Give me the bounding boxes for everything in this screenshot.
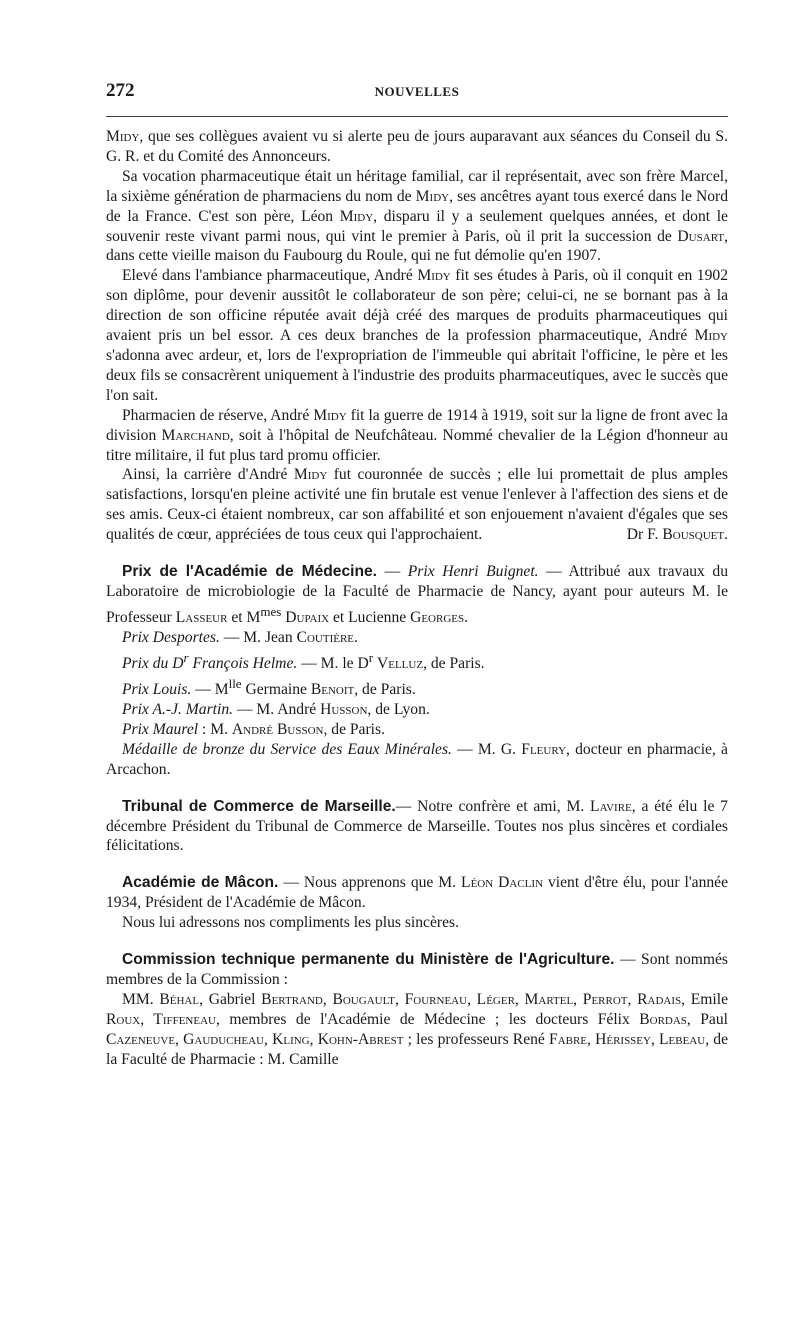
macon-paragraph-2: Nous lui adressons nos compliments les plus sincères.	[122, 914, 459, 932]
paragraph-text: — M. le D	[297, 655, 369, 673]
person-name: Midy	[339, 207, 374, 225]
prize-name: Prix Henri Buignet.	[407, 563, 539, 581]
paragraph-text: , docteur en pharmacie, à Arcachon.	[106, 740, 728, 778]
paragraph-text: — Sont nommés membres de la Commission :	[106, 951, 728, 988]
person-name: Midy	[415, 187, 450, 205]
person-name: Fleury	[521, 740, 567, 758]
commission-paragraph	[106, 950, 728, 990]
paragraph-text: , soit à l'hôpital de Neufchâteau. Nommé chevalier de la Légion d'honneur au titre militaire, il fut plus tard promu officier.	[106, 426, 729, 464]
paragraph-text: .	[354, 628, 358, 646]
person-name: André	[231, 720, 274, 738]
person-name: Midy	[293, 466, 328, 484]
prize-item	[106, 740, 728, 780]
obituary-paragraph-4	[106, 406, 728, 466]
prize-name: Prix Desportes.	[122, 628, 220, 646]
person-names: Fabre, Hérissey, Lebeau	[549, 1030, 706, 1048]
prize-name	[122, 649, 298, 673]
paragraph-text: — M	[191, 681, 229, 699]
paragraph-text: fut couronnée de succès ; elle lui promettait de plus amples satisfactions, lorsqu'en pleine activité une fin brutale est venue l'enlever à l'affection des siens et de ses amis. Ceux-ci étaient nombreux, car son affabilité et son enjouement n'avaient d'égales que ses qualités de cœur, appréciées de tous ceux qui l'approchaient.	[106, 466, 728, 544]
paragraph-text: Sa vocation pharmaceutique était un héritage familial, car il représentait, avec son frère Marcel, la sixième génération de pharmaciens du nom de	[106, 167, 728, 205]
paragraph-text: , de Paris.	[423, 655, 485, 673]
superscript: mes	[260, 603, 282, 619]
person-names: Bertrand, Bougault, Fourneau, Léger, Martel, Perrot, Radais	[261, 990, 682, 1008]
prize-item	[106, 700, 728, 720]
macon-paragraph	[106, 873, 728, 913]
paragraph-text: —	[377, 563, 408, 581]
person-name: Georges	[410, 609, 465, 627]
running-head	[106, 80, 728, 108]
person-name: Husson	[320, 701, 368, 719]
prize-item	[106, 720, 728, 740]
paragraph-text: — Attribué aux travaux du Laboratoire de microbiologie de la Faculté de Pharmacie de Nancy, ayant pour auteurs M. le Professeur	[106, 563, 729, 627]
paragraph-text: : M.	[198, 720, 232, 738]
person-name: Bordas	[639, 1010, 687, 1028]
paragraph-text: et Lucienne	[329, 609, 411, 627]
paragraph-text: , a été élu le 7 décembre Président du Tribunal de Commerce de Marseille. Toutes nos plus sincères et cordiales félicitations.	[106, 797, 728, 855]
signature-title: Dr	[626, 526, 644, 544]
person-name: Béhal	[159, 990, 200, 1008]
person-names: Cazeneuve, Gauducheau, Kling, Kohn-Abrest	[106, 1030, 404, 1048]
section-heading: Commission technique permanente du Ministère de l'Agriculture.	[122, 951, 615, 969]
paragraph-text: , de Paris.	[354, 681, 416, 699]
person-name: Velluz	[376, 655, 424, 673]
signature-name: Bousquet.	[662, 526, 728, 544]
header-rule	[106, 116, 728, 117]
paragraph-text: Elevé dans l'ambiance pharmaceutique, André	[122, 267, 418, 285]
prize-name: Prix A.-J. Martin.	[122, 701, 234, 719]
obituary-paragraph-5	[106, 465, 728, 545]
obituary-paragraph-3	[106, 266, 728, 405]
paragraph-text: , Emile	[681, 990, 728, 1008]
running-title: NOUVELLES	[374, 84, 460, 99]
person-name: Coutière	[296, 628, 355, 646]
prize-name: Médaille de bronze du Service des Eaux Minérales.	[122, 740, 452, 758]
person-name: Lasseur	[175, 609, 228, 627]
section-heading: Académie de Mâcon.	[122, 874, 279, 892]
paragraph-text: , de Lyon.	[367, 701, 430, 719]
person-name: Midy	[313, 406, 347, 424]
paragraph-text: MM.	[122, 990, 160, 1008]
paragraph-text: fit ses études à Paris, où il conquit en 1902 son diplôme, pour devenir aussitôt le collaborateur de son père; celui-ci, ne se bornant pas à la direction de son officine réputée avait déjà créé des marques de produits pharmaceutiques qui avaient pris un bel essor. A ces deux branches de la profession pharmaceutique, André	[106, 267, 728, 345]
paragraph-text: , membres de l'Académie de Médecine ; les docteurs Félix	[215, 1010, 640, 1028]
paragraph-text: — M. André	[233, 701, 321, 719]
paragraph-text: — M. Jean	[219, 628, 297, 646]
paragraph-text: , Gabriel	[199, 990, 262, 1008]
paragraph-text: , ses ancêtres ayant tous exercé dans le Nord de la France. C'est son père, Léon	[106, 187, 728, 225]
person-name: Lavire	[590, 797, 632, 815]
prize-name: Prix Louis.	[122, 681, 192, 699]
obituary-paragraph-2	[106, 167, 728, 267]
paragraph-text: Pharmacien de réserve, André	[122, 406, 314, 424]
obituary-paragraph-1	[106, 127, 728, 167]
commission-members-paragraph	[106, 990, 728, 1070]
person-name: Léon Daclin	[461, 874, 544, 892]
prize-item	[106, 648, 728, 674]
person-name: Dupaix	[285, 609, 330, 627]
paragraph-text: , de la Faculté de Pharmacie : M. Camille	[106, 1030, 728, 1068]
paragraph-text: ; les professeurs René	[403, 1030, 550, 1048]
person-names: Roux, Tiffeneau	[106, 1010, 216, 1028]
article-body	[106, 127, 728, 1070]
person-name: Marchand	[161, 426, 230, 444]
tribunal-paragraph	[106, 797, 728, 857]
paragraph-text: fit la guerre de 1914 à 1919, soit sur la ligne de front avec la division	[106, 406, 728, 444]
prize-item	[106, 674, 728, 700]
paragraph-text: , que ses collègues avaient vu si alerte peu de jours auparavant aux séances du Conseil du S. G. R. et du Comité des Annonceurs.	[106, 128, 728, 165]
paragraph-text: — Notre confrère et ami, M.	[395, 797, 591, 815]
superscript: r	[183, 649, 189, 665]
paragraph-text: s'adonna avec ardeur, et, lors de l'expropriation de l'immeuble qui abritait l'officine, le père et les deux fils se consacrèrent uniquement à l'industrie des produits pharmaceutiques, avec le succès que l'on sait.	[106, 346, 728, 404]
page-number: 272	[106, 80, 135, 101]
person-name: Benoit	[310, 681, 355, 699]
prize-name: Prix Maurel	[122, 720, 199, 738]
prize-item	[106, 628, 728, 648]
author-signature	[611, 525, 728, 545]
person-name: Midy	[694, 327, 728, 345]
paragraph-text: , disparu il y a seulement quelques années, et dont le souvenir reste vivant parmi nous, qui vint le premier à Paris, où il prit la succession de	[106, 207, 728, 245]
person-name: Midy	[106, 128, 140, 145]
superscript: r	[368, 649, 374, 665]
paragraph-text: , dans cette vieille maison du Faubourg du Roule, qui ne fut démolie qu'en 1907.	[106, 227, 728, 265]
paragraph-text: — Nous apprenons que M.	[278, 874, 462, 892]
paragraph-text: Ainsi, la carrière d'André	[122, 466, 294, 484]
prize-name-part: Prix du D	[122, 655, 184, 673]
section-heading: Tribunal de Commerce de Marseille.	[122, 797, 396, 815]
paragraph-text: — M. G.	[451, 740, 522, 758]
signature-initial: F.	[647, 526, 659, 544]
paragraph-text: Germaine	[241, 681, 311, 699]
person-name: Midy	[417, 267, 451, 285]
section-heading: Prix de l'Académie de Médecine.	[122, 563, 378, 581]
academie-medecine-paragraph	[106, 562, 728, 628]
paragraph-text: , de Paris.	[323, 720, 385, 738]
person-name: Busson	[277, 720, 324, 738]
person-name: Dusart	[677, 227, 725, 245]
paragraph-text: et M	[227, 609, 261, 627]
prize-name-part: François Helme.	[188, 655, 298, 673]
paragraph-text: .	[464, 609, 469, 627]
paragraph-text: , Paul	[686, 1010, 728, 1028]
superscript: lle	[228, 675, 242, 691]
paragraph-text: vient d'être élu, pour l'année 1934, Président de l'Académie de Mâcon.	[106, 874, 729, 912]
